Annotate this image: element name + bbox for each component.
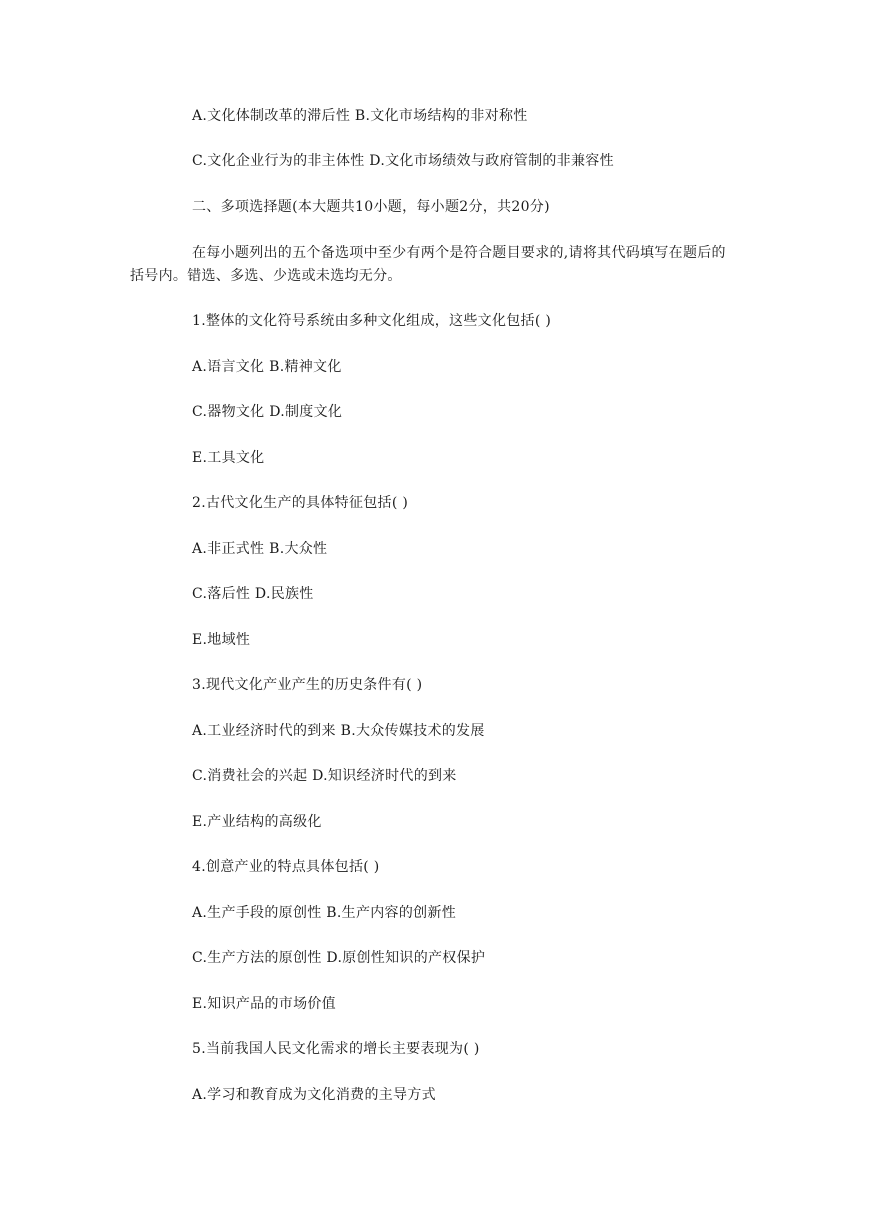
option-line: A.学习和教育成为文化消费的主导方式: [192, 1087, 436, 1103]
option-line: C.文化企业行为的非主体性 D.文化市场绩效与政府管制的非兼容性: [192, 153, 614, 169]
section-heading: 二、多项选择题(本大题共10小题，每小题2分，共20分): [192, 199, 550, 215]
option-line: C.落后性 D.民族性: [192, 586, 314, 602]
option-line: C.消费社会的兴起 D.知识经济时代的到来: [192, 768, 457, 784]
option-line: A.非正式性 B.大众性: [192, 541, 328, 557]
question-line: 4.创意产业的特点具体包括( ): [192, 859, 380, 875]
question-line: 1.整体的文化符号系统由多种文化组成，这些文化包括( ): [192, 313, 552, 329]
option-line: C.生产方法的原创性 D.原创性知识的产权保护: [192, 950, 486, 966]
option-line: A.语言文化 B.精神文化: [192, 359, 342, 375]
option-line: C.器物文化 D.制度文化: [192, 404, 343, 420]
question-line: 2.古代文化生产的具体特征包括( ): [192, 495, 409, 511]
option-line: E.知识产品的市场价值: [192, 996, 336, 1012]
option-line: E.地域性: [192, 632, 251, 648]
option-line: A.生产手段的原创性 B.生产内容的创新性: [192, 905, 457, 921]
instruction-paragraph: 在每小题列出的五个备选项中至少有两个是符合题目要求的,请将其代码填写在题后的括号内。错选、多选、少选或未选均无分。: [130, 245, 726, 284]
question-line: 5.当前我国人民文化需求的增长主要表现为( ): [192, 1041, 480, 1057]
option-line: E.产业结构的高级化: [192, 814, 322, 830]
option-line: A.工业经济时代的到来 B.大众传媒技术的发展: [192, 723, 485, 739]
question-line: 3.现代文化产业产生的历史条件有( ): [192, 677, 423, 693]
option-line: A.文化体制改革的滞后性 B.文化市场结构的非对称性: [192, 108, 528, 124]
option-line: E.工具文化: [192, 450, 265, 466]
